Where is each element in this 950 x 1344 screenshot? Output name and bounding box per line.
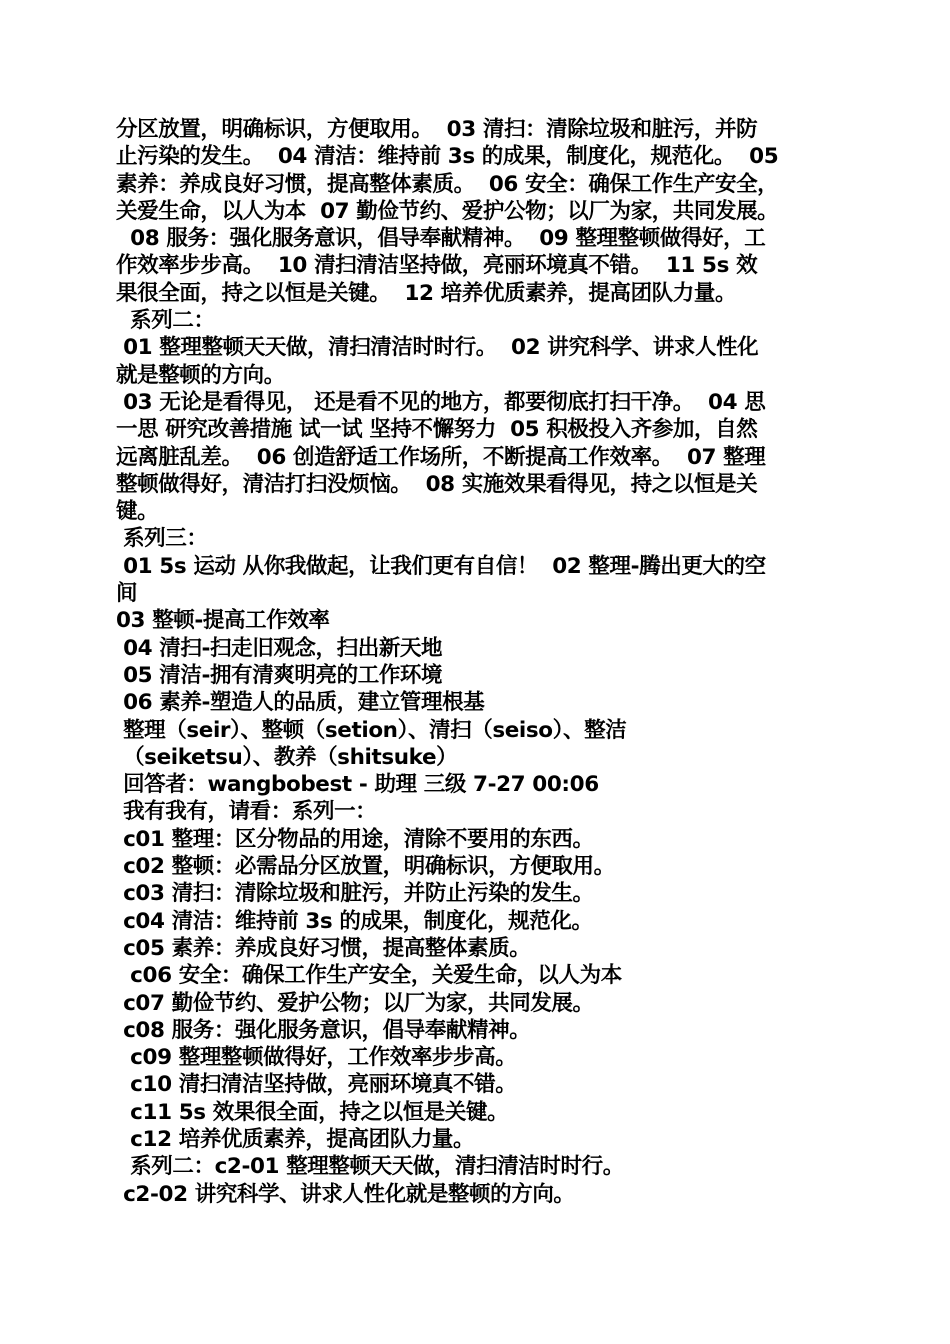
text-line: 一思 研究改善措施 试一试 坚持不懈努力 05 积极投入齐参加，自然 <box>116 417 758 443</box>
list-item: c12 培养优质素养，提高团队力量。 <box>116 1126 475 1152</box>
text-line: 果很全面，持之以恒是关键。 12 培养优质素养，提高团队力量。 <box>116 280 737 306</box>
text-line: （seiketsu）、教养（shitsuke） <box>116 744 458 770</box>
list-item: c03 清扫：清除垃圾和脏污，并防止污染的发生。 <box>116 881 594 907</box>
text-line: 远离脏乱差。 06 创造舒适工作场所，不断提高工作效率。 07 整理 <box>116 444 766 470</box>
list-item: c08 服务：强化服务意识，倡导奉献精神。 <box>116 1017 531 1043</box>
text-line: 08 服务：强化服务意识，倡导奉献精神。 09 整理整顿做得好，工 <box>116 226 766 252</box>
text-line: 分区放置，明确标识，方便取用。 03 清扫：清除垃圾和脏污，并防 <box>116 117 758 142</box>
list-item: c04 清洁：维持前 3s 的成果，制度化，规范化。 <box>116 908 593 934</box>
list-item: c2-02 讲究科学、讲求人性化就是整顿的方向。 <box>116 1181 575 1207</box>
text-line: 整顿做得好，清洁打扫没烦恼。 08 实施效果看得见，持之以恒是关 <box>116 471 758 497</box>
answerer-line: 回答者：wangbobest - 助理 三级 7-27 00:06 <box>116 772 599 798</box>
text-line: 间 <box>116 581 138 607</box>
list-item: c11 5s 效果很全面，持之以恒是关键。 <box>116 1099 509 1125</box>
text-line: 我有我有，请看：系列一： <box>116 799 377 825</box>
text-line: 作效率步步高。 10 清扫清洁坚持做，亮丽环境真不错。 11 5s 效 <box>116 253 758 279</box>
list-item: c09 整理整顿做得好，工作效率步步高。 <box>116 1045 517 1071</box>
section-heading: 系列三： <box>116 526 208 552</box>
text-line: 就是整顿的方向。 <box>116 362 285 388</box>
list-item: c05 素养：养成良好习惯，提高整体素质。 <box>116 935 531 961</box>
text-line: 06 素养-塑造人的品质，建立管理根基 <box>116 690 485 716</box>
list-item: c02 整顿：必需品分区放置，明确标识，方便取用。 <box>116 854 615 880</box>
section-heading: 系列二： <box>116 308 215 334</box>
text-line: 止污染的发生。 04 清洁：维持前 3s 的成果，制度化，规范化。 05 <box>116 144 779 170</box>
list-item: c07 勤俭节约、爱护公物；以厂为家，共同发展。 <box>116 990 594 1016</box>
text-line: 01 整理整顿天天做，清扫清洁时时行。 02 讲究科学、讲求人性化 <box>116 335 759 361</box>
text-line: 整理（seir）、整顿（setion）、清扫（seiso）、整洁 <box>116 717 627 743</box>
list-item: 系列二：c2-01 整理整顿天天做，清扫清洁时时行。 <box>116 1154 624 1180</box>
text-line: 05 清洁-拥有清爽明亮的工作环境 <box>116 662 443 688</box>
text-line: 03 整顿-提高工作效率 <box>116 608 330 634</box>
list-item: c10 清扫清洁坚持做，亮丽环境真不错。 <box>116 1072 517 1098</box>
text-line: 素养：养成良好习惯，提高整体素质。 06 安全：确保工作生产安全， <box>116 171 779 197</box>
text-line: 03 无论是看得见， 还是看不见的地方，都要彻底打扫干净。 04 思 <box>116 389 766 415</box>
list-item: c06 安全：确保工作生产安全，关爱生命，以人为本 <box>116 963 622 989</box>
document-body <box>116 116 838 1208</box>
text-line: 关爱生命，以人为本 07 勤俭节约、爱护公物；以厂为家，共同发展。 <box>116 198 779 224</box>
text-line: 04 清扫-扫走旧观念，扫出新天地 <box>116 635 443 661</box>
text-line: 01 5s 运动 从你我做起，让我们更有自信！ 02 整理-腾出更大的空 <box>116 553 766 579</box>
list-item: c01 整理：区分物品的用途，清除不要用的东西。 <box>116 826 594 852</box>
text-line: 键。 <box>116 499 159 525</box>
